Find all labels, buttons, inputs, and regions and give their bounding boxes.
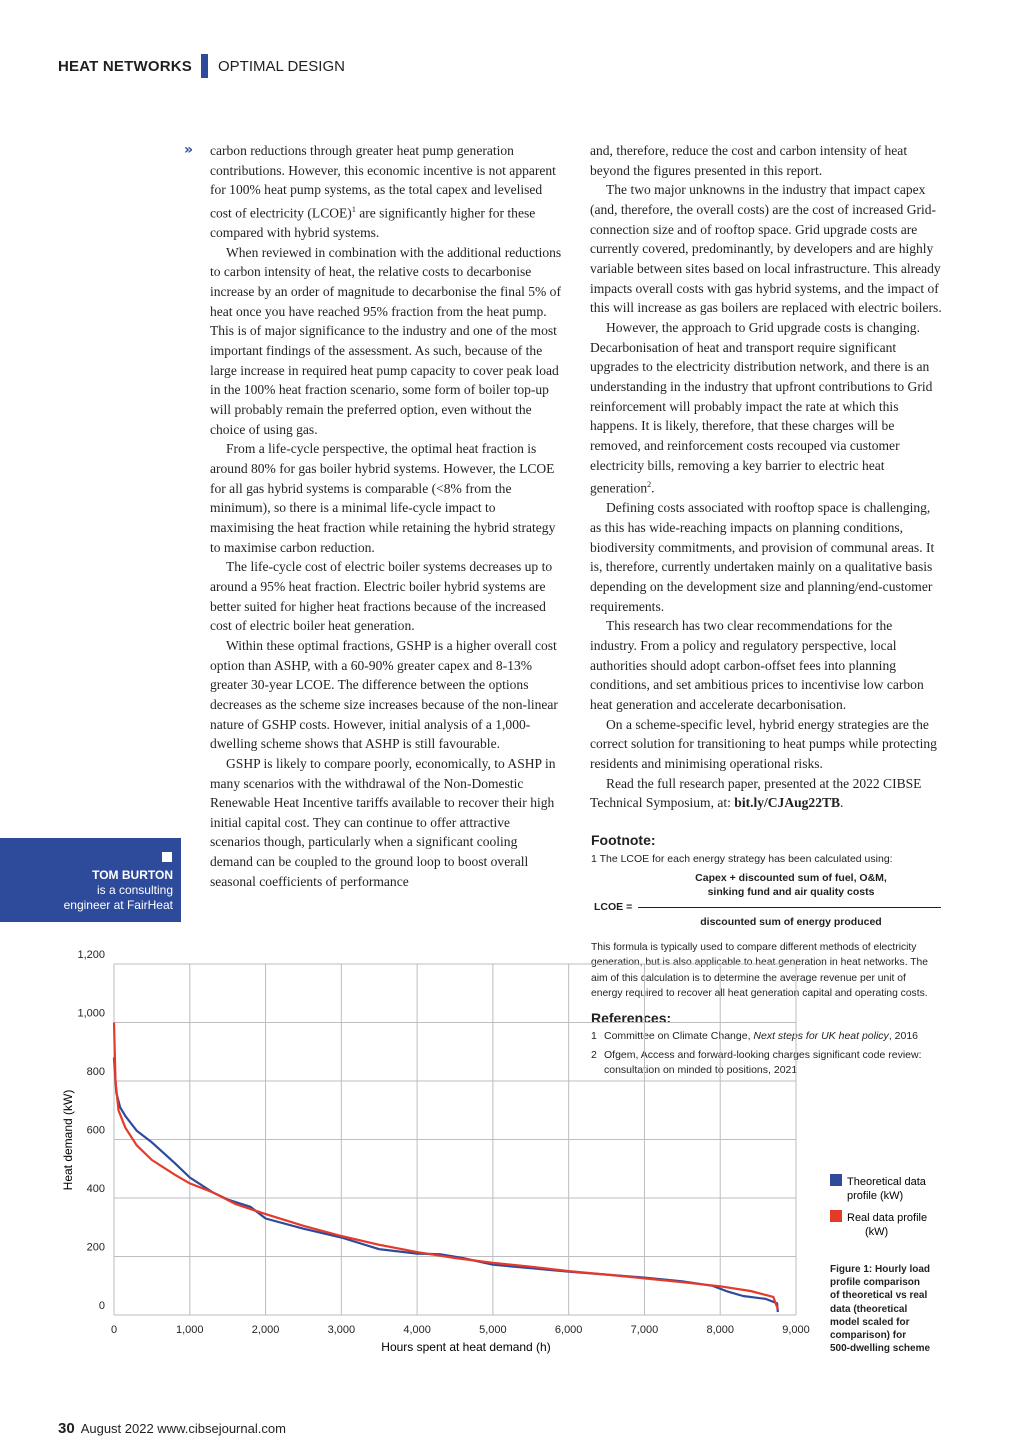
figure-caption: Figure 1: Hourly load profile comparison of theoretical vs real data (theoretical model scaled for comparison) for 500-dwelling scheme — [830, 1264, 931, 1355]
paragraph: When reviewed in combination with the additional reductions to carbon intensity of heat, the relative costs to decarbonise increase by an order of magnitude to decarbonise the final 5% of heat once you have reached 95% fraction from the heat pump. This is of major significance to the industry and one of the most important findings of the assessment. As such, because of the large increase in required heat pump capacity to cover peak load in the 100% heat fraction scenario, some form of boiler top-up will probably remain the preferred option, even without the choice of using gas. — [210, 244, 562, 437]
paragraph: The two major unknowns in the industry that impact capex (and, therefore, the overall costs) are the cost of increased Grid-connection size and of rooftop space. Grid upgrade costs are currently covered, predominantly, by developers and are highly variable between sites based on local infrastructure. This already impacts overall costs with gas hybrid systems, and the impact of this will increase as gas boilers are replaced with electric boilers. — [590, 182, 942, 316]
paragraph: The life-cycle cost of electric boiler systems decreases up to around a 95% heat fraction. Electric boiler hybrid systems are better suited for higher heat fractions because of the increased cost of electric boiler heat generation. — [210, 559, 553, 634]
paragraph: carbon reductions through greater heat pump generation contributions. However, this economic incentive is not apparent for 100% heat pump systems, as the total capex and levelised cost of electricity (LCOE)$^1$ are significantly higher for these compared with hybrid systems. — [210, 143, 556, 241]
footer-text: August 2022 www.cibsejournal.com — [80, 1421, 286, 1436]
y-axis-label: Heat demand (kW) — [61, 1089, 75, 1191]
y-tick-label: 0 — [98, 1300, 105, 1312]
formula-numerator-1: Capex + discounted sum of fuel, O&M, — [695, 872, 887, 884]
reference-item: 2 Ofgem, Access and forward-looking charges significant code review: consultation on minded to positions, 2021 — [591, 1048, 922, 1076]
x-tick-label: 7,000 — [630, 1324, 659, 1336]
subsection-title: OPTIMAL DESIGN — [217, 57, 345, 75]
author-box — [0, 838, 181, 922]
series-line-real — [114, 1023, 778, 1310]
legend-label-real: (kW) — [865, 1226, 889, 1238]
author-name: TOM BURTON — [92, 868, 173, 882]
legend-label-theoretical: profile (kW) — [847, 1190, 904, 1202]
x-tick-label: 8,000 — [706, 1324, 734, 1336]
y-tick-label: 200 — [86, 1241, 105, 1254]
section-title: HEAT NETWORKS — [58, 57, 192, 75]
paragraph: Read the full research paper, presented at the 2022 CIBSE Technical Symposium, at: bit.ly/CJAug22TB. — [590, 775, 922, 811]
article-column-1 — [184, 141, 562, 891]
y-tick-label: 600 — [86, 1124, 105, 1137]
paragraph: However, the approach to Grid upgrade costs is changing. Decarbonisation of heat and transport require significant upgrades to the electricity distribution network, and there is an understanding in the industry that upfront contributions to Grid reinforcement will probably impact the rate at which this happens. It is likely, therefore, that these charges will be removed, and reinforcement costs recouped via customer electricity bills, removing a key barrier to electric heat generation$^2$. — [590, 319, 933, 496]
reference-item: 1 Committee on Climate Change, Next steps for UK heat policy, 2016 — [591, 1030, 919, 1042]
paragraph: Within these optimal fractions, GSHP is a higher overall cost option than ASHP, with a 60-90% greater capex and 8-13% greater 30-year LCOE. The difference between the options decreases as the scheme size increases because of the non-linear nature of GSHP costs. However, initial analysis of a 1,000-dwelling scheme shows that ASHP is still favourable. — [210, 637, 558, 752]
footnote — [591, 832, 941, 865]
author-square-icon — [162, 852, 172, 862]
paper-link[interactable]: bit.ly/CJAug22TB — [734, 795, 841, 811]
y-tick-label: 1,200 — [77, 949, 105, 961]
footnote-title: Footnote: — [591, 832, 656, 848]
legend — [830, 1174, 927, 1238]
x-tick-label: 3,000 — [327, 1324, 356, 1336]
page-number: 30 — [58, 1420, 75, 1437]
page-header — [58, 55, 345, 77]
legend-swatch-theoretical — [830, 1174, 842, 1186]
paragraph: From a life-cycle perspective, the optimal heat fraction is around 80% for gas boiler hybrid systems. However, the LCOE for all gas hybrid systems is comparable (<8% from the minimum), so there is a minimal life-cycle impact to maximising the heat fraction while retaining the hybrid strategy to maximise carbon reduction. — [210, 441, 556, 555]
y-tick-label: 800 — [86, 1066, 105, 1078]
formula-denominator: discounted sum of energy produced — [700, 916, 882, 928]
footnote-explanation: This formula is typically used to compare different methods of electricity generation, but is also applicable to heat generation in heat networks. The aim of this calculation is to determine the average revenue per unit of energy required to recover all heat generation capital and operating costs. — [591, 942, 928, 1000]
continuation-chevron-icon: » — [184, 142, 194, 158]
page-footer — [58, 1420, 286, 1437]
x-tick-label: 0 — [110, 1324, 118, 1336]
paragraph: and, therefore, reduce the cost and carbon intensity of heat beyond the figures presented in this report. — [590, 143, 908, 178]
x-tick-label: 2,000 — [251, 1324, 280, 1336]
formula-lhs: LCOE = — [594, 901, 633, 913]
x-tick-label: 4,000 — [403, 1324, 431, 1336]
references-title: References: — [591, 1010, 672, 1026]
header-divider — [201, 54, 208, 78]
formula-numerator-2: sinking fund and air quality costs — [707, 886, 875, 898]
article-column-2 — [590, 141, 942, 813]
paragraph: GSHP is likely to compare poorly, economically, to ASHP in many scenarios with the withdrawal of the Non-Domestic Renewable Heat Incentive tariffs available to recover their high initial capital cost. They can continue to offer attractive scenarios though, particularly when a significant cooling demand can be coupled to the ground loop to boost overall seasonal coefficients of performance — [210, 755, 556, 889]
paragraph: On a scheme-specific level, hybrid energy strategies are the correct solution for transitioning to heat pumps while protecting residents and minimising operational risks. — [590, 716, 937, 771]
legend-swatch-real — [830, 1210, 842, 1222]
paragraph: Defining costs associated with rooftop space is challenging, as this has wide-reaching impacts on planning conditions, biodiversity commitments, and provision of communal areas. It is, therefore, currently undertaken mainly on a qualitative basis depending on the development size and planning/end-customer requirements. — [590, 500, 935, 614]
y-tick-label: 400 — [86, 1183, 105, 1195]
x-tick-label: 5,000 — [479, 1324, 507, 1336]
fraction-bar — [638, 907, 941, 908]
x-tick-label: 1,000 — [176, 1324, 204, 1336]
x-tick-label: 9,000 — [782, 1324, 810, 1336]
legend-label-theoretical: Theoretical data — [847, 1176, 926, 1188]
footnote-line: 1 The LCOE for each energy strategy has been calculated using: — [591, 853, 893, 865]
x-axis-label: Hours spent at heat demand (h) — [381, 1340, 551, 1354]
author-role: is a consulting — [96, 883, 173, 897]
paragraph: This research has two clear recommendations for the industry. From a policy and regulatory perspective, local authorities should adopt carbon-offset fees into planning conditions, and set ambitious prices to incentivise low carbon heat generation and accelerate decarbonisation. — [590, 618, 924, 712]
y-tick-label: 1,000 — [77, 1007, 105, 1020]
series-line-theoretical — [114, 1058, 778, 1313]
x-tick-label: 6,000 — [554, 1324, 583, 1336]
author-role: engineer at FairHeat — [63, 898, 173, 912]
legend-label-real: Real data profile — [847, 1212, 928, 1224]
